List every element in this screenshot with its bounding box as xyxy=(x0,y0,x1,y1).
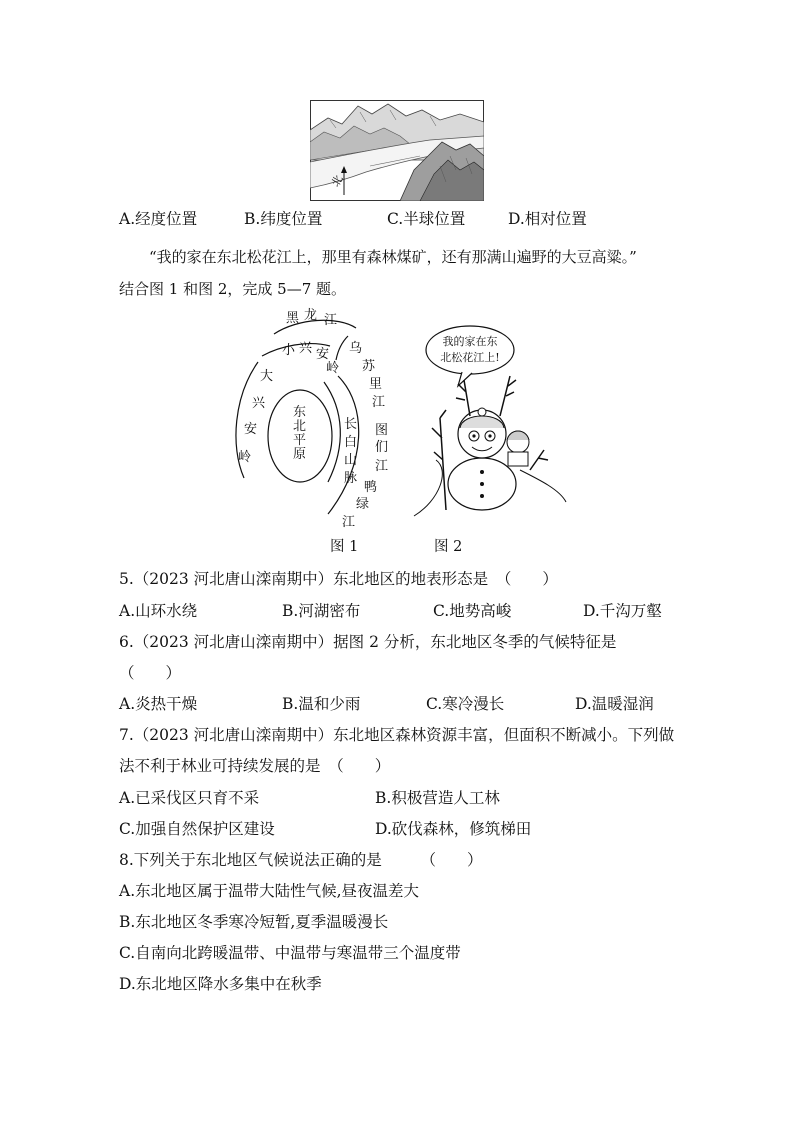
label-wusulijiang-1: 乌 xyxy=(349,341,363,356)
label-changbaishanmai-2: 白 xyxy=(344,435,358,450)
figure-1-map xyxy=(228,306,418,534)
q8-stem: 8.下列关于东北地区气候说法正确的是 （ ） xyxy=(119,851,483,869)
q7-option-d: D.砍伐森林，修筑梯田 xyxy=(375,820,532,838)
label-xiaoxinganling-3: 安 xyxy=(316,347,330,362)
label-daxinganling-4: 岭 xyxy=(238,450,252,465)
label-xiaoxinganling-2: 兴 xyxy=(299,341,313,356)
label-tumenjiang-3: 江 xyxy=(375,459,389,474)
q4-option-c: C.半球位置 xyxy=(387,210,466,228)
label-wusulijiang-4: 江 xyxy=(372,395,386,410)
label-tumenjiang-2: 们 xyxy=(375,440,389,455)
label-heilongjiang-1: 黑 xyxy=(286,311,300,326)
q6-stem-line-1: 6.（2023 河北唐山滦南期中）据图 2 分析，东北地区冬季的气候特征是 xyxy=(119,633,617,651)
q6-option-c: C.寒冷漫长 xyxy=(426,695,505,713)
label-wusulijiang-2: 苏 xyxy=(362,359,376,374)
figure-2-snowman xyxy=(410,320,570,520)
label-daxinganling-1: 大 xyxy=(260,369,274,384)
label-heilongjiang-2: 龙 xyxy=(304,308,318,323)
q7-stem-line-2: 法不利于林业可持续发展的是 （ ） xyxy=(119,757,391,775)
label-yalujiang-1: 鸭 xyxy=(364,480,378,495)
q6-option-d: D.温暖湿润 xyxy=(575,695,654,713)
label-changbaishanmai-3: 山 xyxy=(344,453,358,468)
q8-option-d: D.东北地区降水多集中在秋季 xyxy=(119,975,322,993)
label-wusulijiang-3: 里 xyxy=(369,377,383,392)
q4-option-a: A.经度位置 xyxy=(119,210,198,228)
q5-stem: 5.（2023 河北唐山滦南期中）东北地区的地表形态是 （ ） xyxy=(119,570,558,588)
speech-line-2: 北松花江上! xyxy=(440,351,500,364)
q5-option-c: C.地势高峻 xyxy=(433,602,512,620)
label-xiaoxinganling-1: 小 xyxy=(282,343,296,358)
label-daxinganling-3: 安 xyxy=(244,422,258,437)
intro-line-2: 结合图 1 和图 2，完成 5—7 题。 xyxy=(119,280,347,298)
label-yalujiang-3: 江 xyxy=(342,515,356,530)
q8-option-a: A.东北地区属于温带大陆性气候,昼夜温差大 xyxy=(119,882,420,900)
label-changbaishanmai-1: 长 xyxy=(344,417,358,432)
figure-2-caption: 图 2 xyxy=(434,539,463,555)
label-tumenjiang-1: 图 xyxy=(375,423,389,438)
label-heilongjiang-3: 江 xyxy=(324,313,338,328)
q7-stem-line-1: 7.（2023 河北唐山滦南期中）东北地区森林资源丰富，但面积不断减小。下列做 xyxy=(119,726,675,744)
q6-option-b: B.温和少雨 xyxy=(282,695,361,713)
q4-option-d: D.相对位置 xyxy=(508,210,587,228)
landscape-figure xyxy=(310,100,484,201)
intro-line-1: “我的家在东北松花江上，那里有森林煤矿，还有那满山遍野的大豆高粱。” xyxy=(149,248,637,266)
label-changbaishanmai-4: 脉 xyxy=(344,471,358,486)
q7-option-b: B.积极营造人工林 xyxy=(375,789,500,807)
q5-option-b: B.河湖密布 xyxy=(282,602,361,620)
q7-option-c: C.加强自然保护区建设 xyxy=(119,820,275,838)
q4-option-b: B.纬度位置 xyxy=(244,210,323,228)
q5-option-a: A.山环水绕 xyxy=(119,602,198,620)
q6-option-a: A.炎热干燥 xyxy=(119,695,198,713)
label-dongbeipingyuan-3: 平 xyxy=(293,433,307,448)
label-dongbeipingyuan-4: 原 xyxy=(293,447,307,462)
label-yalujiang-2: 绿 xyxy=(356,497,370,512)
speech-line-1: 我的家在东 xyxy=(442,335,498,348)
q8-option-c: C.自南向北跨暖温带、中温带与寒温带三个温度带 xyxy=(119,944,461,962)
label-daxinganling-2: 兴 xyxy=(252,396,266,411)
north-label: 北 xyxy=(328,172,346,189)
label-dongbeipingyuan-1: 东 xyxy=(293,405,307,420)
q5-option-d: D.千沟万壑 xyxy=(583,602,662,620)
q8-option-b: B.东北地区冬季寒冷短暂,夏季温暖漫长 xyxy=(119,913,389,931)
q6-stem-line-2: （ ） xyxy=(119,664,182,682)
label-dongbeipingyuan-2: 北 xyxy=(293,419,307,434)
q7-option-a: A.已采伐区只育不采 xyxy=(119,789,260,807)
figure-1-caption: 图 1 xyxy=(330,539,359,555)
label-xiaoxinganling-4: 岭 xyxy=(326,361,340,376)
